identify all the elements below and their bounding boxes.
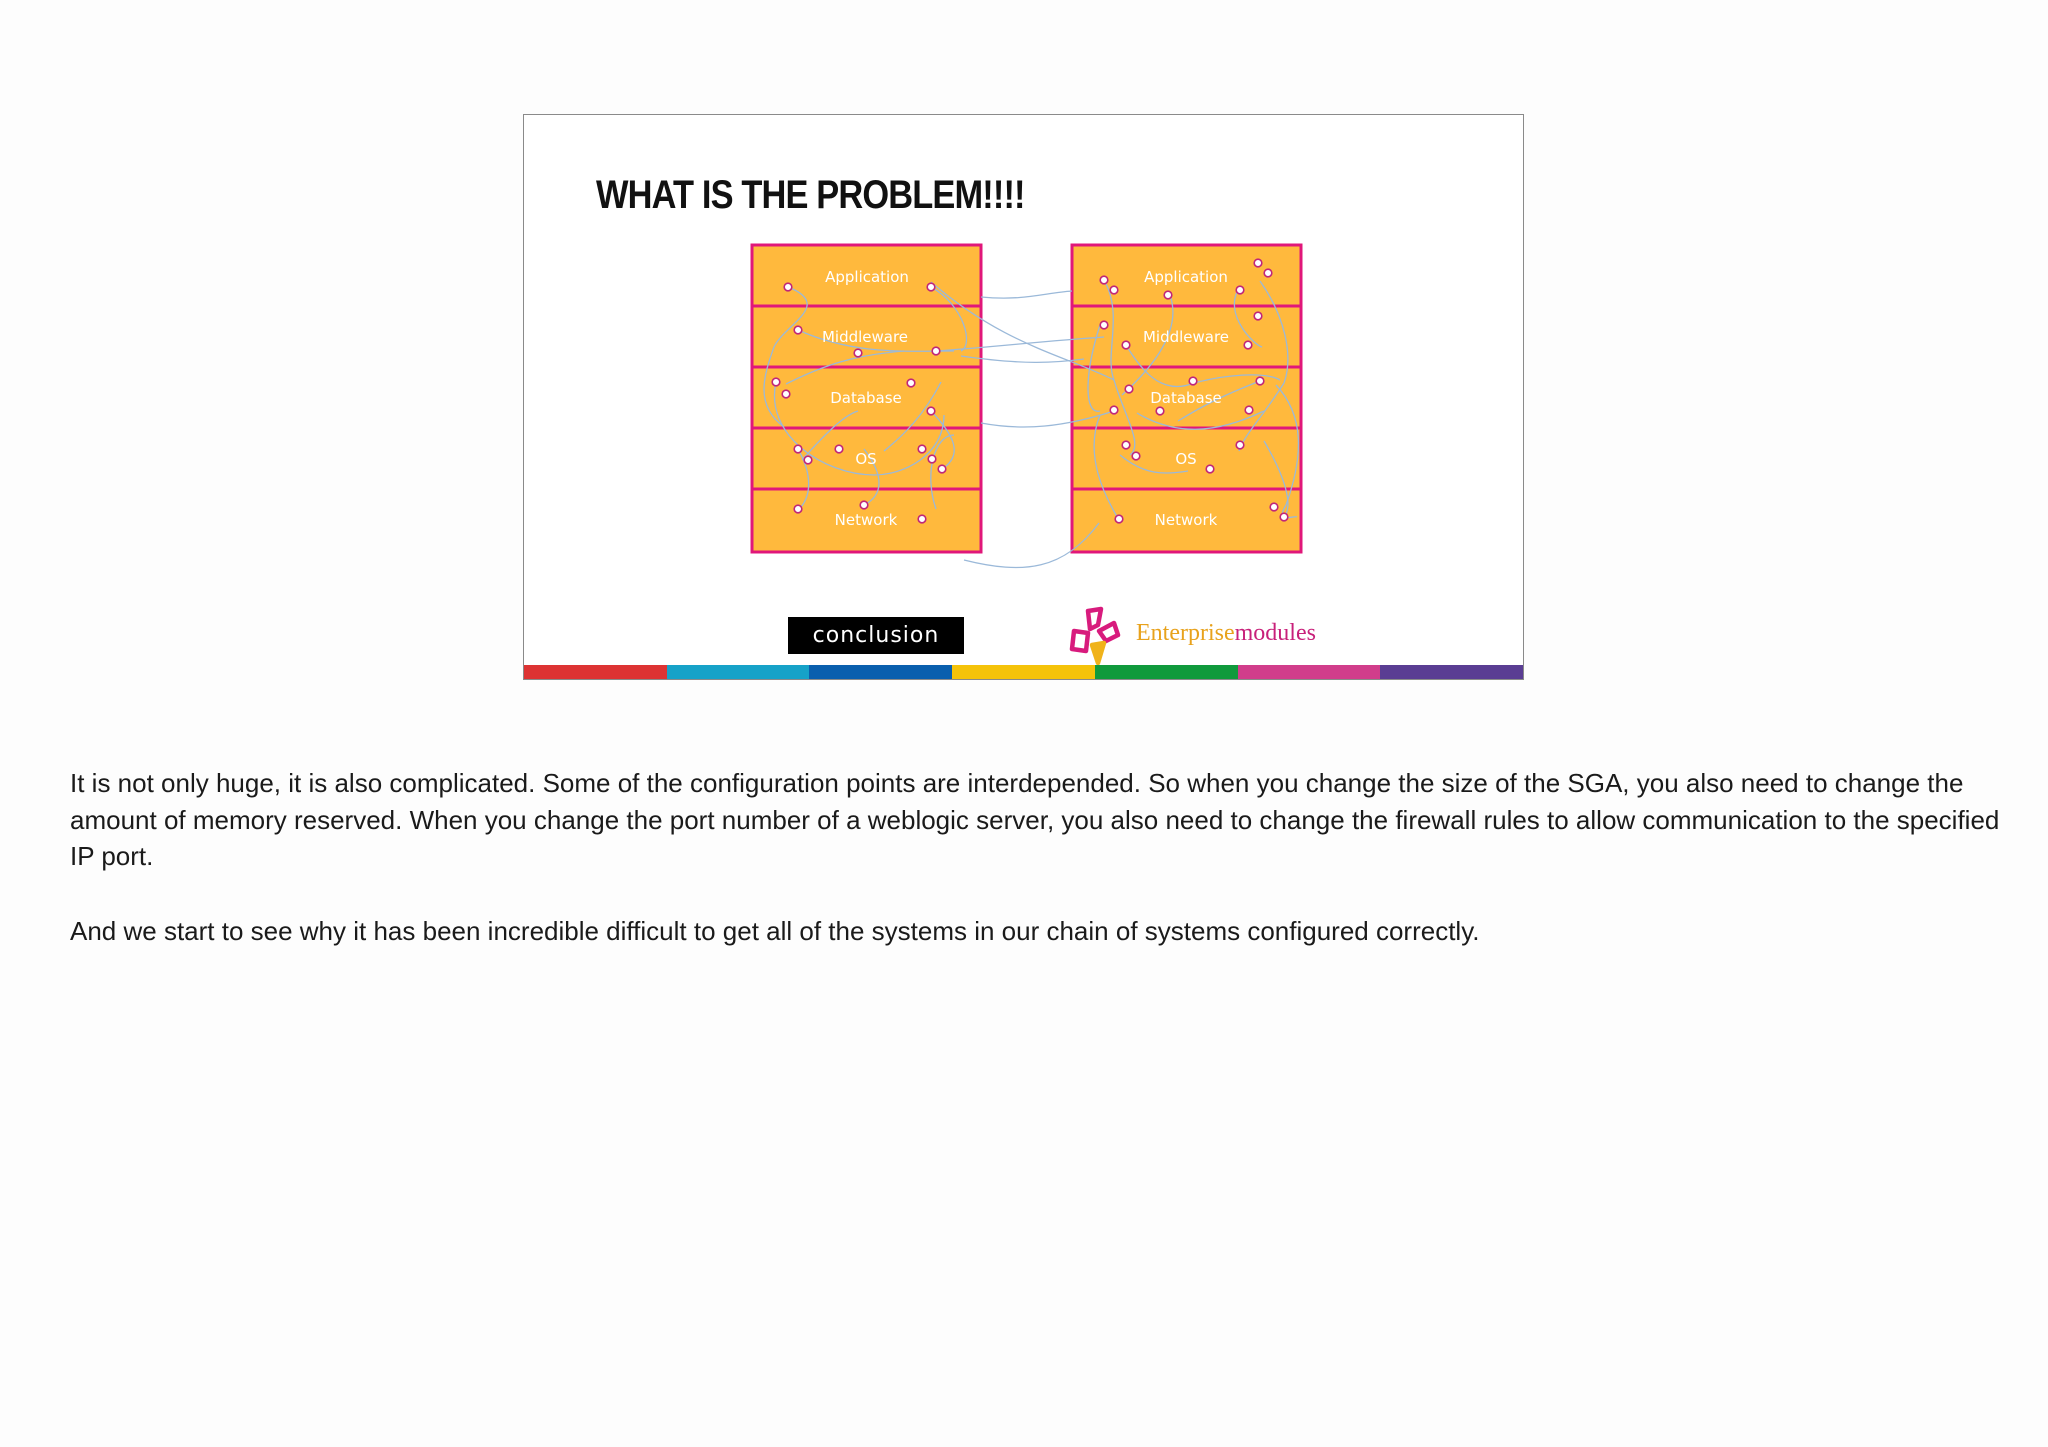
enterprisemodules-logo-icon	[1068, 605, 1124, 667]
left-network-label: Network	[834, 511, 898, 529]
footer-color-segment	[667, 665, 810, 679]
footer-color-segment	[524, 665, 667, 679]
conclusion-badge: conclusion	[788, 617, 964, 654]
left-application-label: Application	[825, 268, 909, 286]
notes-paragraph-1: It is not only huge, it is also complicated. Some of the configuration points are interdepended. So when you change the size of the SGA, you also need to change the amount of memory reserved. When you change the port number of a weblogic server, you also need to change the firewall rules to allow communication to the specified IP port.	[70, 768, 2000, 871]
brand-name-part2: modules	[1234, 620, 1316, 646]
system-stack-diagram	[524, 115, 1524, 680]
notes-paragraph-2: And we start to see why it has been incredible difficult to get all of the systems in our chain of systems configured correctly.	[70, 915, 1480, 946]
footer-color-bar	[524, 665, 1523, 679]
footer-color-segment	[1380, 665, 1523, 679]
right-application-label: Application	[1144, 268, 1228, 286]
brand-name	[1136, 620, 1316, 647]
slide-title: WHAT IS THE PROBLEM!!!!	[596, 173, 1025, 217]
presenter-notes	[70, 765, 2010, 987]
right-middleware-label: Middleware	[1142, 328, 1230, 346]
left-middleware-label: Middleware	[821, 328, 909, 346]
right-database-label: Database	[1150, 389, 1222, 407]
right-network-label: Network	[1154, 511, 1218, 529]
footer-color-segment	[952, 665, 1095, 679]
left-os-label: OS	[855, 450, 877, 468]
footer-color-segment	[1095, 665, 1238, 679]
footer-color-segment	[1238, 665, 1381, 679]
slide	[523, 114, 1524, 680]
right-os-label: OS	[1175, 450, 1197, 468]
left-database-label: Database	[830, 389, 902, 407]
footer-color-segment	[809, 665, 952, 679]
brand-name-part1: Enterprise	[1136, 620, 1235, 646]
